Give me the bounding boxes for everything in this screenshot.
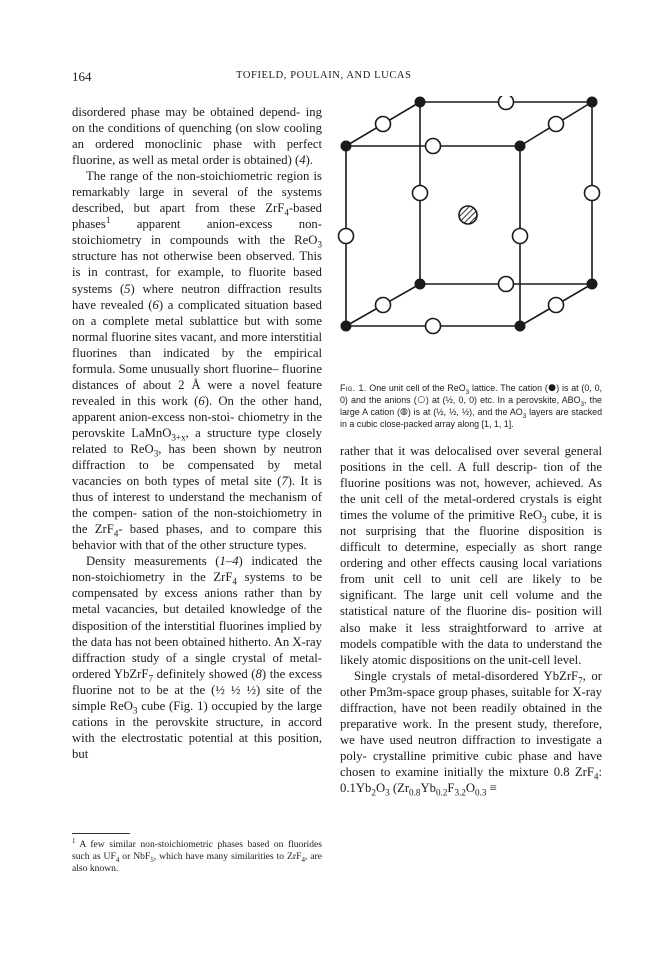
cation-filled-circle xyxy=(341,141,352,152)
anion-open-circle xyxy=(549,298,564,313)
caption-text: One unit cell of the ReO$_3$ lattice. The cation (●) is at (0, 0, 0) and the anions (○) at (½, 0, 0) etc. In a perovskite, $ABO_3$, the large A cation (◍) is at (½, ½, ½), and the $AO_3$ layers are stacked in a cubic close-packed array along [1, 1, 1]. xyxy=(340,383,603,429)
figure-caption xyxy=(340,383,602,431)
anion-open-circle xyxy=(549,117,564,132)
page-number: 164 xyxy=(72,69,92,84)
large-a-cation-hatched-circle xyxy=(459,206,477,224)
anion-open-circle xyxy=(585,186,600,201)
cation-filled-circle xyxy=(587,279,598,290)
footnote: $^1$ A few similar non-stoichiometric phases based on fluorides such as $UF_4$ or NbF$_5$, which have many similarities to ZrF$_4$, are also known. xyxy=(72,837,323,874)
cation-filled-circle xyxy=(515,141,526,152)
paragraph: disordered phase may be obtained depend- ing on the conditions of quenching (on slow cooling an ordered monoclinic phase with perfect fluorine, as well as metal order is obtained) (4). xyxy=(72,105,322,168)
footnote-divider xyxy=(72,833,130,834)
anion-open-circle xyxy=(499,96,514,110)
figure-label: Fig. 1. xyxy=(340,383,367,393)
anion-open-circle xyxy=(426,319,441,334)
cation-filled-circle xyxy=(415,97,426,108)
cation-filled-circle xyxy=(515,321,526,332)
paragraph: Density measurements (1–4) indicated the non-stoichiometry in the ZrF$_4$ systems to be compensated by excess anions rather than by metal vacancies, but detailed knowledge of the disposition of the interstitial fluorines implied by the data has not been obtained hitherto. An X-ray diffraction study of a single crystal of metal-ordered YbZrF$_7$ definitely showed (8) the excess fluorine not to be at the (½ ½ ½) site of the simple ReO$_3$ cube (Fig. 1) occupied by the large cations in the perovskite structure, in accord with the electrostatic potential at this position, but xyxy=(72,554,323,761)
paragraph: rather that it was delocalised over several general positions in the cell. A full descrip- tion of the fluorine positions was not, however, achieved. As the unit cell of the metal-ordered crystals is eight times the volume of the primitive ReO$_3$ cube, it is not surprising that the fluorine disposition is difficult to determine, especially as short range ordering and other effects causing local variations from unit cell to unit cell are likely to be significant. The large unit cell volume and the statistical nature of the fluorine dis- position will also make it less straightforward to arrive at models compatible with the data to understand the likely atomic dispositions on the unit-cell level. xyxy=(340,444,602,667)
paragraph: The range of the non-stoichiometric region is remarkably large in several of the systems described, but apart from these ZrF$_4$-based phases$^1$ apparent anion-excess non-stoichiometry in compounds with the ReO$_3$ structure has not otherwise been observed. This is in contrast, for example, to fluorite based systems (5) where neutron diffraction results have revealed (6) a complicated situation based on a complete metal sublattice but with some normal fluorine sites vacant, and more interstitial fluorines than indicated by the empirical formula. Some unusually short fluorine– fluorine distances of about 2 Å were a novel feature revealed in this work (6). On the other hand, apparent anion-excess non-stoi- chiometry in the perovskite LaMnO$_{3+x}$, a structure type closely related to ReO$_3$, has been shown by neutron diffraction to be compensated by metal vacancies on both types of metal site (7). It is thus of interest to understand the mechanism of the compen- sation of the non-stoichiometry in the ZrF$_4$- based phases, and to compare this behavior with that of the other structure types. xyxy=(72,169,322,553)
figure-unit-cell xyxy=(336,96,608,376)
anion-open-circle xyxy=(376,117,391,132)
running-title: TOFIELD, POULAIN, AND LUCAS xyxy=(236,70,412,81)
anion-open-circle xyxy=(339,229,354,244)
left-column xyxy=(72,104,322,762)
cation-filled-circle xyxy=(341,321,352,332)
anion-open-circle xyxy=(376,298,391,313)
anion-open-circle xyxy=(413,186,428,201)
paragraph: Single crystals of metal-disordered YbZrF$_7$, or other Pm3m-space group phases, suitable for X-ray diffraction, have not been readily obtained in the preparative work. In the present study, therefore, we have used neutron diffraction to investigate a poly- crystalline primitive cubic phase and have chosen to examine initially the mixture 0.8 ZrF$_4$: $0.1Yb_2O_3$ ($Zr_{0.8}Yb_{0.2}F_{3.2}O_{0.3}$ ≡ xyxy=(340,668,602,798)
anion-open-circle xyxy=(513,229,528,244)
anion-open-circle xyxy=(499,277,514,292)
anion-open-circle xyxy=(426,139,441,154)
cation-filled-circle xyxy=(415,279,426,290)
cation-filled-circle xyxy=(587,97,598,108)
right-column xyxy=(340,443,602,796)
